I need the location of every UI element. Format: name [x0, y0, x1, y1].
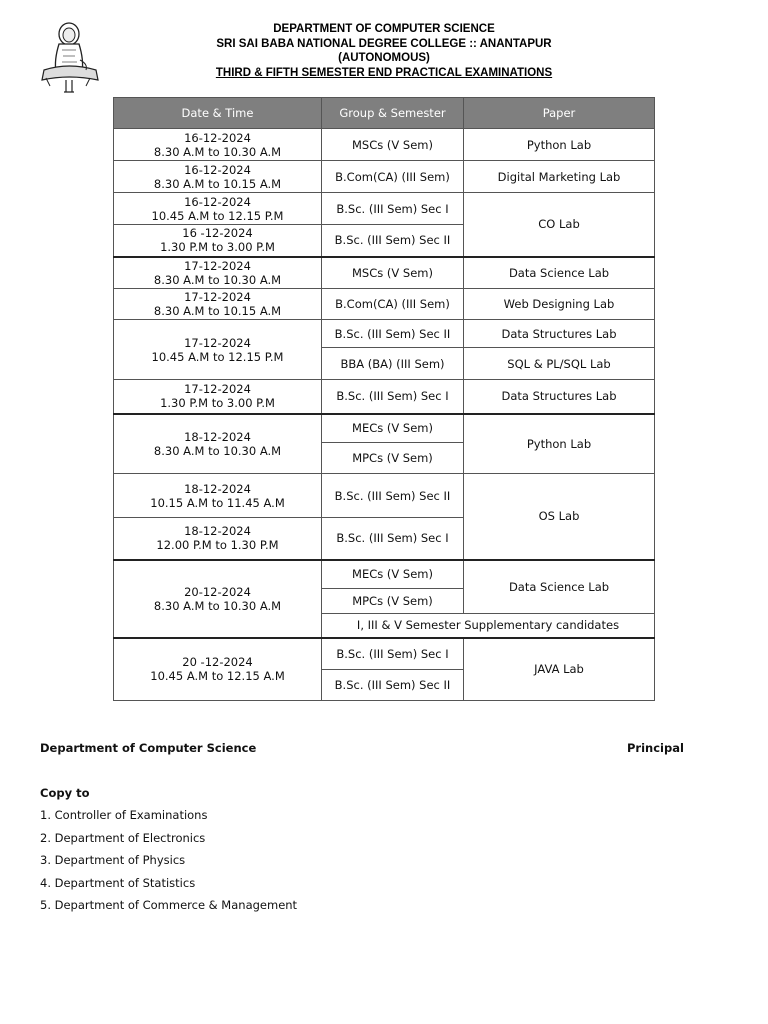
time-text: 8.30 A.M to 10.15 A.M — [153, 176, 282, 191]
table-row — [114, 474, 655, 518]
group-cell: B.Sc. (III Sem) Sec I — [322, 380, 464, 414]
table-row — [114, 560, 655, 589]
recipient-item: 5. Department of Commerce & Management — [40, 898, 298, 912]
date-text: 17-12-2024 — [184, 382, 251, 397]
date-time-cell — [114, 560, 322, 638]
group-cell: BBA (BA) (III Sem) — [322, 348, 464, 380]
time-text: 8.30 A.M to 10.30 A.M — [153, 144, 282, 159]
time-text: 10.45 A.M to 12.15 P.M — [151, 208, 284, 223]
group-cell: B.Sc. (III Sem) Sec I — [322, 518, 464, 560]
recipient-item: 3. Department of Physics — [40, 853, 186, 867]
time-text: 10.45 A.M to 12.15 P.M — [151, 349, 284, 364]
time-text: 8.30 A.M to 10.30 A.M — [153, 443, 282, 458]
signatory-department: Department of Computer Science — [40, 741, 257, 755]
time-text: 8.30 A.M to 10.30 A.M — [153, 598, 282, 613]
group-cell: B.Sc. (III Sem) Sec I — [322, 193, 464, 225]
table-header-row — [114, 98, 655, 129]
column-header-group: Group & Semester — [322, 98, 464, 129]
college-name: SRI SAI BABA NATIONAL DEGREE COLLEGE :: ANANTAPUR — [216, 38, 552, 50]
date-time-cell — [114, 414, 322, 474]
table-row — [114, 193, 655, 225]
signatory-principal: Principal — [627, 741, 684, 755]
date-time-cell — [114, 474, 322, 518]
group-cell: B.Sc. (III Sem) Sec II — [322, 670, 464, 701]
date-text: 18-12-2024 — [184, 524, 251, 539]
table-row — [114, 414, 655, 443]
group-cell: B.Sc. (III Sem) Sec II — [322, 320, 464, 348]
supplementary-note-cell: I, III & V Semester Supplementary candidates — [322, 614, 655, 638]
time-text: 8.30 A.M to 10.15 A.M — [153, 304, 282, 318]
exam-schedule-table — [113, 97, 655, 701]
table-row — [114, 380, 655, 414]
paper-cell: JAVA Lab — [464, 638, 655, 701]
exam-title: THIRD & FIFTH SEMESTER END PRACTICAL EXAMINATIONS — [215, 67, 553, 79]
group-cell: B.Sc. (III Sem) Sec I — [322, 638, 464, 670]
date-time-cell — [114, 638, 322, 701]
group-cell: MSCs (V Sem) — [322, 257, 464, 289]
group-cell: B.Sc. (III Sem) Sec II — [322, 474, 464, 518]
date-time-cell — [114, 129, 322, 161]
date-text: 17-12-2024 — [184, 258, 251, 273]
date-text: 18-12-2024 — [184, 481, 251, 496]
date-text: 20 -12-2024 — [182, 655, 253, 670]
group-cell: MECs (V Sem) — [322, 560, 464, 589]
paper-cell: Data Structures Lab — [464, 380, 655, 414]
paper-cell: Python Lab — [464, 414, 655, 474]
column-header-date-time: Date & Time — [114, 98, 322, 129]
recipient-item: 1. Controller of Examinations — [40, 808, 208, 822]
paper-cell: Data Science Lab — [464, 257, 655, 289]
date-text: 20-12-2024 — [184, 584, 251, 599]
group-cell: MSCs (V Sem) — [322, 129, 464, 161]
date-text: 17-12-2024 — [184, 335, 251, 350]
group-cell: B.Com(CA) (III Sem) — [322, 161, 464, 193]
paper-cell: CO Lab — [464, 193, 655, 257]
date-text: 16 -12-2024 — [182, 226, 253, 241]
date-time-cell — [114, 518, 322, 560]
table-row — [114, 257, 655, 289]
group-cell: B.Sc. (III Sem) Sec II — [322, 225, 464, 257]
group-cell: B.Com(CA) (III Sem) — [322, 289, 464, 320]
recipient-item: 4. Department of Statistics — [40, 876, 196, 890]
paper-cell: Data Structures Lab — [464, 320, 655, 348]
paper-cell: OS Lab — [464, 474, 655, 560]
copy-to-heading: Copy to — [40, 786, 90, 800]
paper-cell: Python Lab — [464, 129, 655, 161]
group-cell: MPCs (V Sem) — [322, 589, 464, 614]
paper-cell: Web Designing Lab — [464, 289, 655, 320]
time-text: 10.15 A.M to 11.45 A.M — [150, 495, 285, 510]
date-time-cell — [114, 289, 322, 320]
table-row — [114, 289, 655, 320]
date-text: 17-12-2024 — [184, 290, 251, 304]
date-time-cell — [114, 161, 322, 193]
group-cell: MECs (V Sem) — [322, 414, 464, 443]
college-status: (AUTONOMOUS) — [338, 52, 430, 64]
department-heading: DEPARTMENT OF COMPUTER SCIENCE — [273, 23, 495, 35]
table-row — [114, 320, 655, 348]
time-text: 1.30 P.M to 3.00 P.M — [160, 240, 275, 255]
date-text: 18-12-2024 — [184, 429, 251, 444]
date-time-cell — [114, 380, 322, 414]
time-text: 1.30 P.M to 3.00 P.M — [160, 396, 275, 411]
time-text: 10.45 A.M to 12.15 A.M — [150, 669, 285, 684]
date-time-cell — [114, 193, 322, 225]
column-header-paper: Paper — [464, 98, 655, 129]
paper-cell: Digital Marketing Lab — [464, 161, 655, 193]
date-text: 16-12-2024 — [184, 194, 251, 209]
time-text: 12.00 P.M to 1.30 P.M — [156, 538, 279, 553]
recipient-item: 2. Department of Electronics — [40, 831, 206, 845]
paper-cell: SQL & PL/SQL Lab — [464, 348, 655, 380]
table-row — [114, 129, 655, 161]
time-text: 8.30 A.M to 10.30 A.M — [153, 272, 282, 287]
group-cell: MPCs (V Sem) — [322, 443, 464, 474]
date-text: 16-12-2024 — [184, 162, 251, 177]
table-row — [114, 638, 655, 670]
date-time-cell — [114, 320, 322, 380]
date-time-cell — [114, 225, 322, 257]
date-time-cell — [114, 257, 322, 289]
date-text: 16-12-2024 — [184, 130, 251, 145]
table-row — [114, 161, 655, 193]
paper-cell: Data Science Lab — [464, 560, 655, 614]
